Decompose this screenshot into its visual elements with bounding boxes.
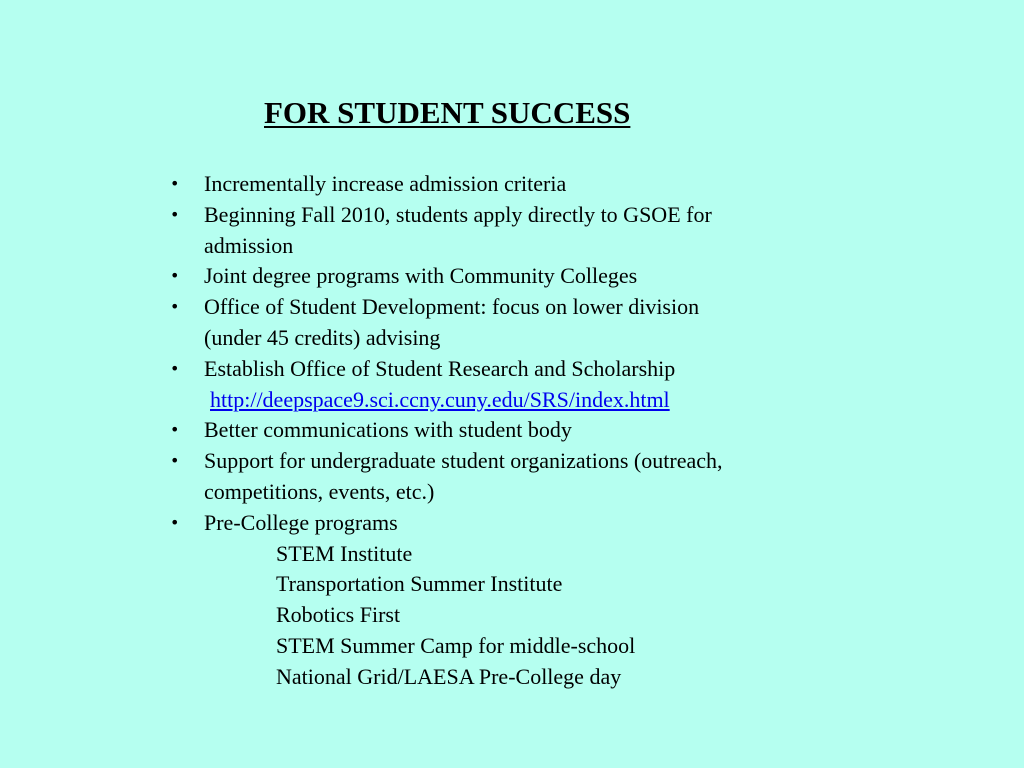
sub-item-pre-college-day: National Grid/LAESA Pre-College day: [276, 663, 622, 689]
bullet-item-gsoe-admission: [168, 200, 848, 262]
bullet-item-pre-college: [168, 508, 848, 693]
bullet-text-continued: (under 45 credits) advising: [204, 324, 441, 350]
bullet-text: Office of Student Development: focus on lower division: [204, 294, 700, 320]
bullet-text-continued: competitions, events, etc.): [204, 478, 435, 504]
bullet-item-joint-degree: [168, 261, 848, 292]
bullet-item-student-research: [168, 354, 848, 416]
sub-item-stem-institute: STEM Institute: [276, 540, 413, 566]
bullet-item-communications: [168, 415, 848, 446]
bullet-icon: •: [170, 297, 180, 317]
sub-item-transportation-institute: Transportation Summer Institute: [276, 571, 563, 597]
bullet-item-student-development: [168, 292, 848, 354]
bullet-text: Pre-College programs: [204, 509, 398, 535]
sub-item-stem-summer-camp: STEM Summer Camp for middle-school: [276, 632, 636, 658]
bullet-icon: •: [170, 174, 180, 193]
bullet-text: Better communications with student body: [204, 417, 572, 443]
srs-link[interactable]: http://deepspace9.sci.ccny.cuny.edu/SRS/index.html: [210, 386, 670, 412]
pre-college-program-list: [204, 539, 848, 693]
bullet-icon: •: [170, 451, 180, 471]
bullet-item-student-organizations: [168, 446, 848, 508]
bullet-icon: •: [170, 204, 180, 224]
bullet-list: [168, 169, 848, 693]
bullet-icon: •: [170, 358, 180, 378]
sub-item-robotics-first: Robotics First: [276, 602, 401, 628]
bullet-text: Beginning Fall 2010, students apply directly to GSOE for: [204, 201, 712, 227]
bullet-icon: •: [170, 420, 180, 440]
bullet-text: Support for undergraduate student organizations (outreach,: [204, 448, 723, 474]
bullet-text: Incrementally increase admission criteria: [204, 171, 567, 196]
bullet-text-continued: admission: [204, 232, 294, 258]
bullet-icon: •: [170, 512, 180, 532]
slide-title: FOR STUDENT SUCCESS: [264, 95, 631, 130]
link-line: [204, 385, 848, 416]
bullet-text: Joint degree programs with Community Colleges: [204, 263, 638, 289]
bullet-icon: •: [170, 266, 180, 286]
bullet-item-admission-criteria: [168, 169, 848, 200]
bullet-text: Establish Office of Student Research and Scholarship: [204, 355, 676, 381]
